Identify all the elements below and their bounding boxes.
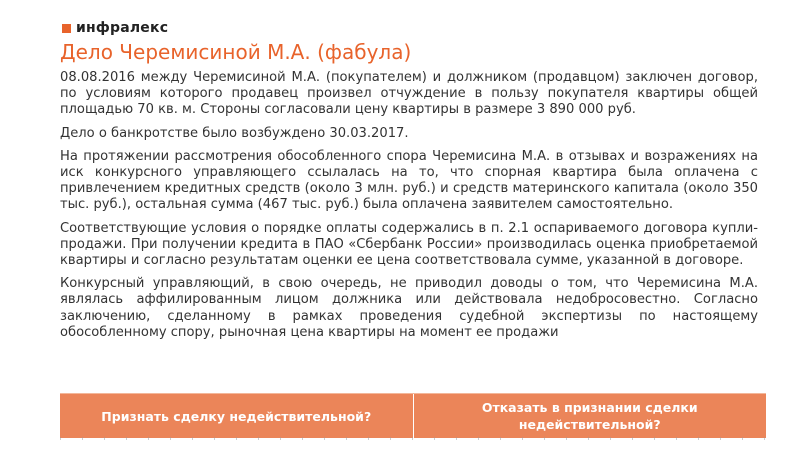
paragraph-bankruptcy-date: Дело о банкротстве было возбуждено 30.03.2017.: [60, 125, 409, 141]
option-invalidate-deal[interactable]: Признать сделку недействительной?: [101, 408, 372, 424]
paragraph-manager-position: Конкурсный управляющий, в свою очередь, не приводил доводы о том, что Черемисина М.А. являлась аффилированным лицом должника или действовала недобросовестно. Согласно заключению, сделанному в рамках проведения судебной экспертизы по настоящему обособленному спору, рыночная цена квартиры на момент ее продажи: [60, 276, 758, 340]
slide-title: Дело Черемисиной М.А. (фабула): [60, 40, 412, 64]
logo-square-icon: [62, 24, 71, 33]
answer-options-bar: [60, 393, 766, 438]
paragraph-payment-terms: Соответствующие условия о порядке оплаты содержались в п. 2.1 оспариваемого договора купли-продажи. При получении кредита в ПАО «Сбербанк России» производилась оценка приобретаемой квартиры и согласно результатам оценки ее цена соответствовала сумме, указанной в договоре.: [60, 220, 758, 269]
case-description: [60, 70, 758, 400]
clipped-text-remnant: [60, 437, 766, 440]
brand-logo: [62, 20, 168, 36]
option-refuse-invalidation[interactable]: Отказать в признании сделки недействительной?: [413, 394, 767, 438]
paragraph-payment-sources: На протяжении рассмотрения обособленного спора Черемисина М.А. в отзывах и возражениях на иск конкурсного управляющего ссылалась на то, что спорная квартира была оплачена с привлечением кредитных средств (около 3 млн. руб.) и средств материнского капитала (около 350 тыс. руб.), остальная сумма (467 тыс. руб.) была оплачена заявителем самостоятельно.: [60, 148, 758, 213]
brand-name: инфралекс: [76, 20, 169, 36]
paragraph-contract: 08.08.2016 между Черемисиной М.А. (покупателем) и должником (продавцом) заключен договор, по условиям которого продавец произвел отчуждение в пользу покупателя квартиры общей площадью 70 кв. м. Стороны согласовали цену квартиры в размере 3 890 000 руб.: [60, 70, 758, 118]
